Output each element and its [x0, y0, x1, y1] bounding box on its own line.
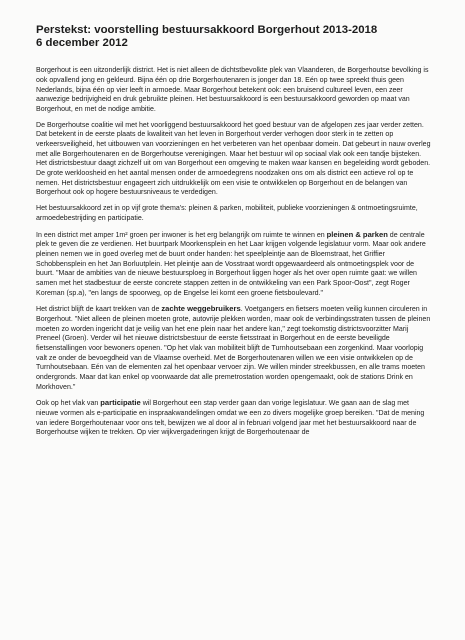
body-paragraph [36, 398, 431, 438]
text-run: In een district met amper 1m² groen per inwoner is het erg belangrijk om ruimte te winnen en [36, 231, 327, 239]
body-paragraph [36, 204, 431, 223]
text-run: Ook op het vlak van [36, 400, 101, 408]
document-body [36, 66, 431, 438]
body-paragraph [36, 66, 431, 114]
text-run: de centrale plek te geven die ze verdienen. Het buurtpark Moorkensplein en het Laar krijgen volgende legislatuur vorm. Maar ook andere pleinen nemen we in goed overleg met de buurt onder handen: het speelpleintje aan de Bloemstraat, het Griffier Schobbensplein en het Jan Borluutplein. Het pleintje aan de Vosstraat wordt opgewaardeerd als ontmoetingsplek voor de buurt. "Maar de ambities van de nieuwe bestuursploeg in Borgerhout liggen hoger als het over open ruimte gaat: we willen samen met het stadbestuur de eerste concrete stappen zetten in de ontwikkeling van een Park Spoor-Oost", zegt Roger Koreman (sp.a), "en langs de spoorweg, op de Engelse lei komt een groene fietsboulevard." [36, 231, 426, 297]
document-title [36, 24, 431, 49]
body-paragraph [36, 230, 431, 299]
text-run: De Borgerhoutse coalitie wil met het voorliggend bestuursakkoord het goed bestuur van de afgelopen zes jaar verder zetten. Dat betekent in de eerste plaats de kwaliteit van het leven in Borgerhout verder verhogen door sterk in te zetten op verkeersveiligheid, het uitbouwen van voorzieningen en het verbeteren van het openbaar domein. Dat gebeurt in nauw overleg met alle Borgerhoutenaren en de Borgerhoutse verenigingen. Maar het bestuur wil op sociaal vlak ook een tandje bijsteken. Het districtsbestuur daagt zichzelf uit om van Borgerhout een omgeving te maken waar kansen en begeleiding wordt geboden. De grote werkloosheid en het aantal mensen onder de armoedegrens noodzaken ons om als district een actieve rol op te nemen. Het districtsbestuur engageert zich uitdrukkelijk om een visie te ontwikkelen op Borgerhout en de belangen van Borgerhout ook op hogere bestuursniveaus te verdedigen. [36, 121, 431, 197]
text-run: wil Borgerhout een stap verder gaan dan vorige legislatuur. We gaan aan de slag met nieuwe vormen als e-participatie en inspraakwandelingen omdat we een zo divers mogelijke groep bereiken. "Dat de mening van iedere Borgerhoutenaar voor ons telt, bewijzen we al door al in februari volgend jaar met het bestuursakkoord naar de Borgerhoutse wijken te trekken. Op vier wijkvergaderingen krijgt de Borgerhoutenaar de [36, 400, 425, 437]
bold-phrase: zachte weggebruikers [161, 304, 241, 314]
text-run: Het bestuursakkoord zet in op vijf grote thema's: pleinen & parken, mobiliteit, publieke voorzieningen & ontmoetingsruimte, armoedebestrijding en participatie. [36, 205, 418, 222]
bold-phrase: participatie [100, 398, 141, 408]
body-paragraph [36, 121, 431, 198]
title-line-1: Perstekst: voorstelling bestuursakkoord Borgerhout 2013-2018 [36, 24, 378, 36]
text-run: Het district blijft de kaart trekken van de [36, 306, 162, 314]
text-run: Borgerhout is een uitzonderlijk district. Het is niet alleen de dichtstbevolkte plek van Vlaanderen, de Borgerhoutse bevolking is ook opvallend jong en gekleurd. Bijna één op drie Borgerhoutenaren is jonger dan 18. Eén op twee spreekt thuis geen Nederlands, bijna één op vier leeft in armoede. Maar Borgerhout betekent ook: een bruisend cultureel leven, een zeer aanwezige bedrijvigheid en druk gebruikte pleinen. Het bestuursakkoord is een bestuursakkoord geworden op maat van Borgerhout, en met de nodige ambitie. [36, 67, 429, 113]
text-run: . Voetgangers en fietsers moeten veilig kunnen circuleren in Borgerhout. "Niet alleen de pleinen moeten grote, autovrije plekken worden, maar ook de verbindingsstraten tussen de pleinen moeten zo worden ingericht dat je veilig van het ene plein naar het andere kan," zegt toekomstig districtsvoorzitter Marij Preneel (Groen). Verder wil het nieuwe districtsbestuur de eerste fietsstraat in Borgerhout en de eerste beveiligde fietsenstallingen voor bewoners openen. "Op het vlak van mobiliteit blijft de Turnhoutsebaan een zorgenkind. Maar voorlopig valt ze onder de bevoegdheid van de Vlaamse overheid. Met de Borgerhoutenaren willen we een visie ontwikkelen op de Turnhoutsebaan. Eén van de elementen zal het openbaar vervoer zijn. We willen minder streekbussen, en alle trams moeten ondergronds. Maar dat kan enkel op voorwaarde dat alle premetrostation worden opengemaakt, ook de stations Drink en Morkhoven." [36, 306, 431, 391]
body-paragraph [36, 304, 431, 392]
title-line-2: 6 december 2012 [36, 36, 128, 49]
bold-phrase: pleinen & parken [326, 229, 388, 239]
